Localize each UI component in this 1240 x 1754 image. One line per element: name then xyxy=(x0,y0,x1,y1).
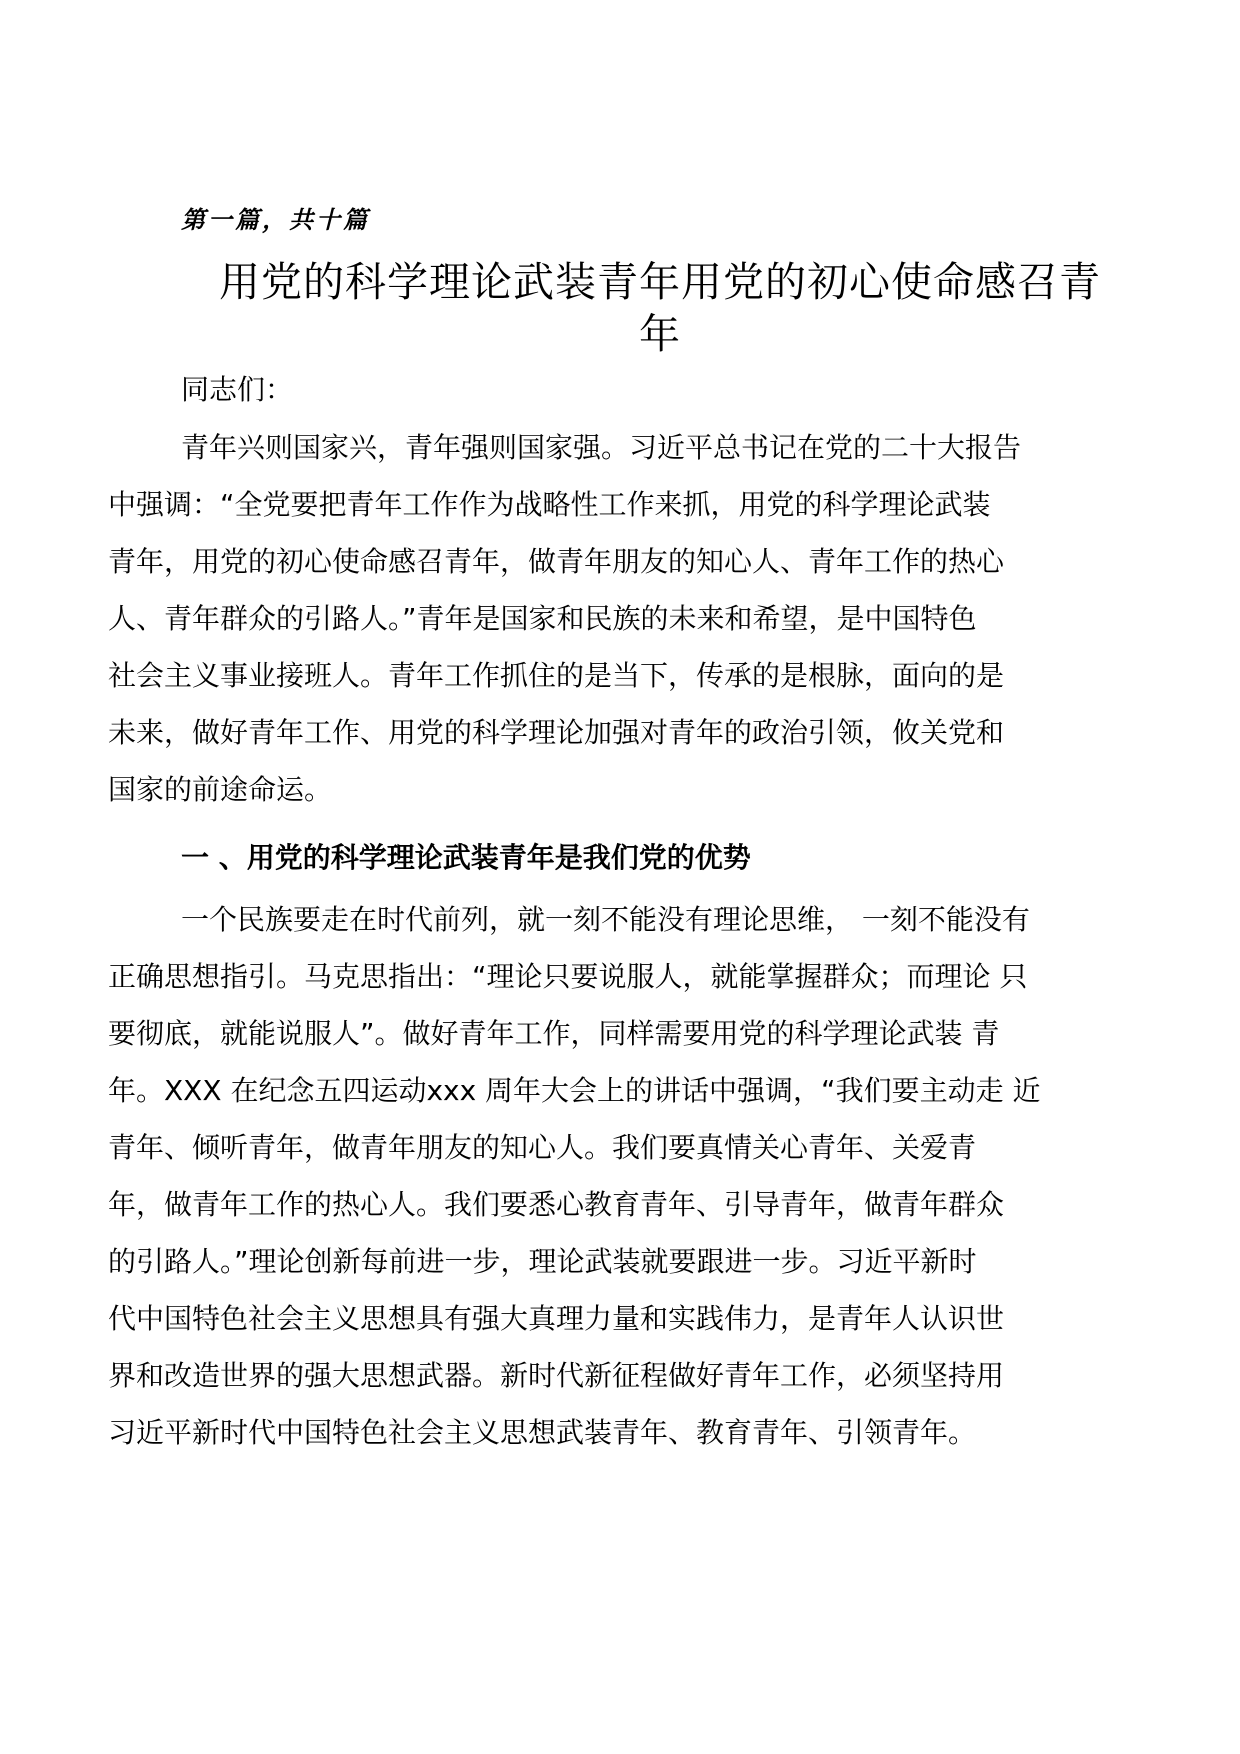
paragraph2-line-10: 习近平新时代中国特色社会主义思想武装青年、教育青年、引领青年。 xyxy=(108,1416,977,1449)
paragraph1-line-3: 青年，用党的初心使命感召青年，做青年朋友的知心人、青年工作的热心 xyxy=(108,545,1005,578)
paragraph2-line-5: 青年、倾听青年，做青年朋友的知心人。我们要真情关心青年、关爱青 xyxy=(108,1131,977,1164)
paragraph2-line-4: 年。XXX 在纪念五四运动xxx 周年大会上的讲话中强调，“我们要主动走 近 xyxy=(108,1074,1041,1107)
paragraph1-line-5: 社会主义事业接班人。青年工作抓住的是当下，传承的是根脉，面向的是 xyxy=(108,659,1005,692)
series-label: 第一篇，共十篇 xyxy=(181,205,370,234)
paragraph1-line-7: 国家的前途命运。 xyxy=(108,773,333,806)
paragraph2-line-3: 要彻底，就能说服人”。做好青年工作，同样需要用党的科学理论武装 青 xyxy=(108,1017,1000,1050)
title-line-1: 用党的科学理论武装青年用党的初心使命感召青 xyxy=(219,258,1101,306)
paragraph1-line-6: 未来，做好青年工作、用党的科学理论加强对青年的政治引领，攸关党和 xyxy=(108,716,1005,749)
document-title xyxy=(190,256,1130,360)
paragraph2-line-2: 正确思想指引。马克思指出：“理论只要说服人，就能掌握群众；而理论 只 xyxy=(108,960,1028,993)
title-line-2: 年 xyxy=(639,310,681,358)
paragraph2-line-1: 一个民族要走在时代前列，就一刻不能没有理论思维， 一刻不能没有 xyxy=(181,903,1030,936)
paragraph2-line-6: 年，做青年工作的热心人。我们要悉心教育青年、引导青年，做青年群众 xyxy=(108,1188,1005,1221)
paragraph2-line-7: 的引路人。”理论创新每前进一步，理论武装就要跟进一步。习近平新时 xyxy=(108,1245,977,1278)
paragraph1-line-2: 中强调：“全党要把青年工作作为战略性工作来抓，用党的科学理论武装 xyxy=(108,488,991,521)
section-heading-1: 一 、用党的科学理论武装青年是我们党的优势 xyxy=(181,841,751,874)
paragraph1-line-1: 青年兴则国家兴，青年强则国家强。习近平总书记在党的二十大报告 xyxy=(181,431,1022,464)
paragraph1-line-4: 人、青年群众的引路人。”青年是国家和民族的未来和希望，是中国特色 xyxy=(108,602,977,635)
paragraph2-line-8: 代中国特色社会主义思想具有强大真理力量和实践伟力，是青年人认识世 xyxy=(108,1302,1005,1335)
paragraph2-line-9: 界和改造世界的强大思想武器。新时代新征程做好青年工作，必须坚持用 xyxy=(108,1359,1005,1392)
salutation: 同志们： xyxy=(181,373,294,406)
